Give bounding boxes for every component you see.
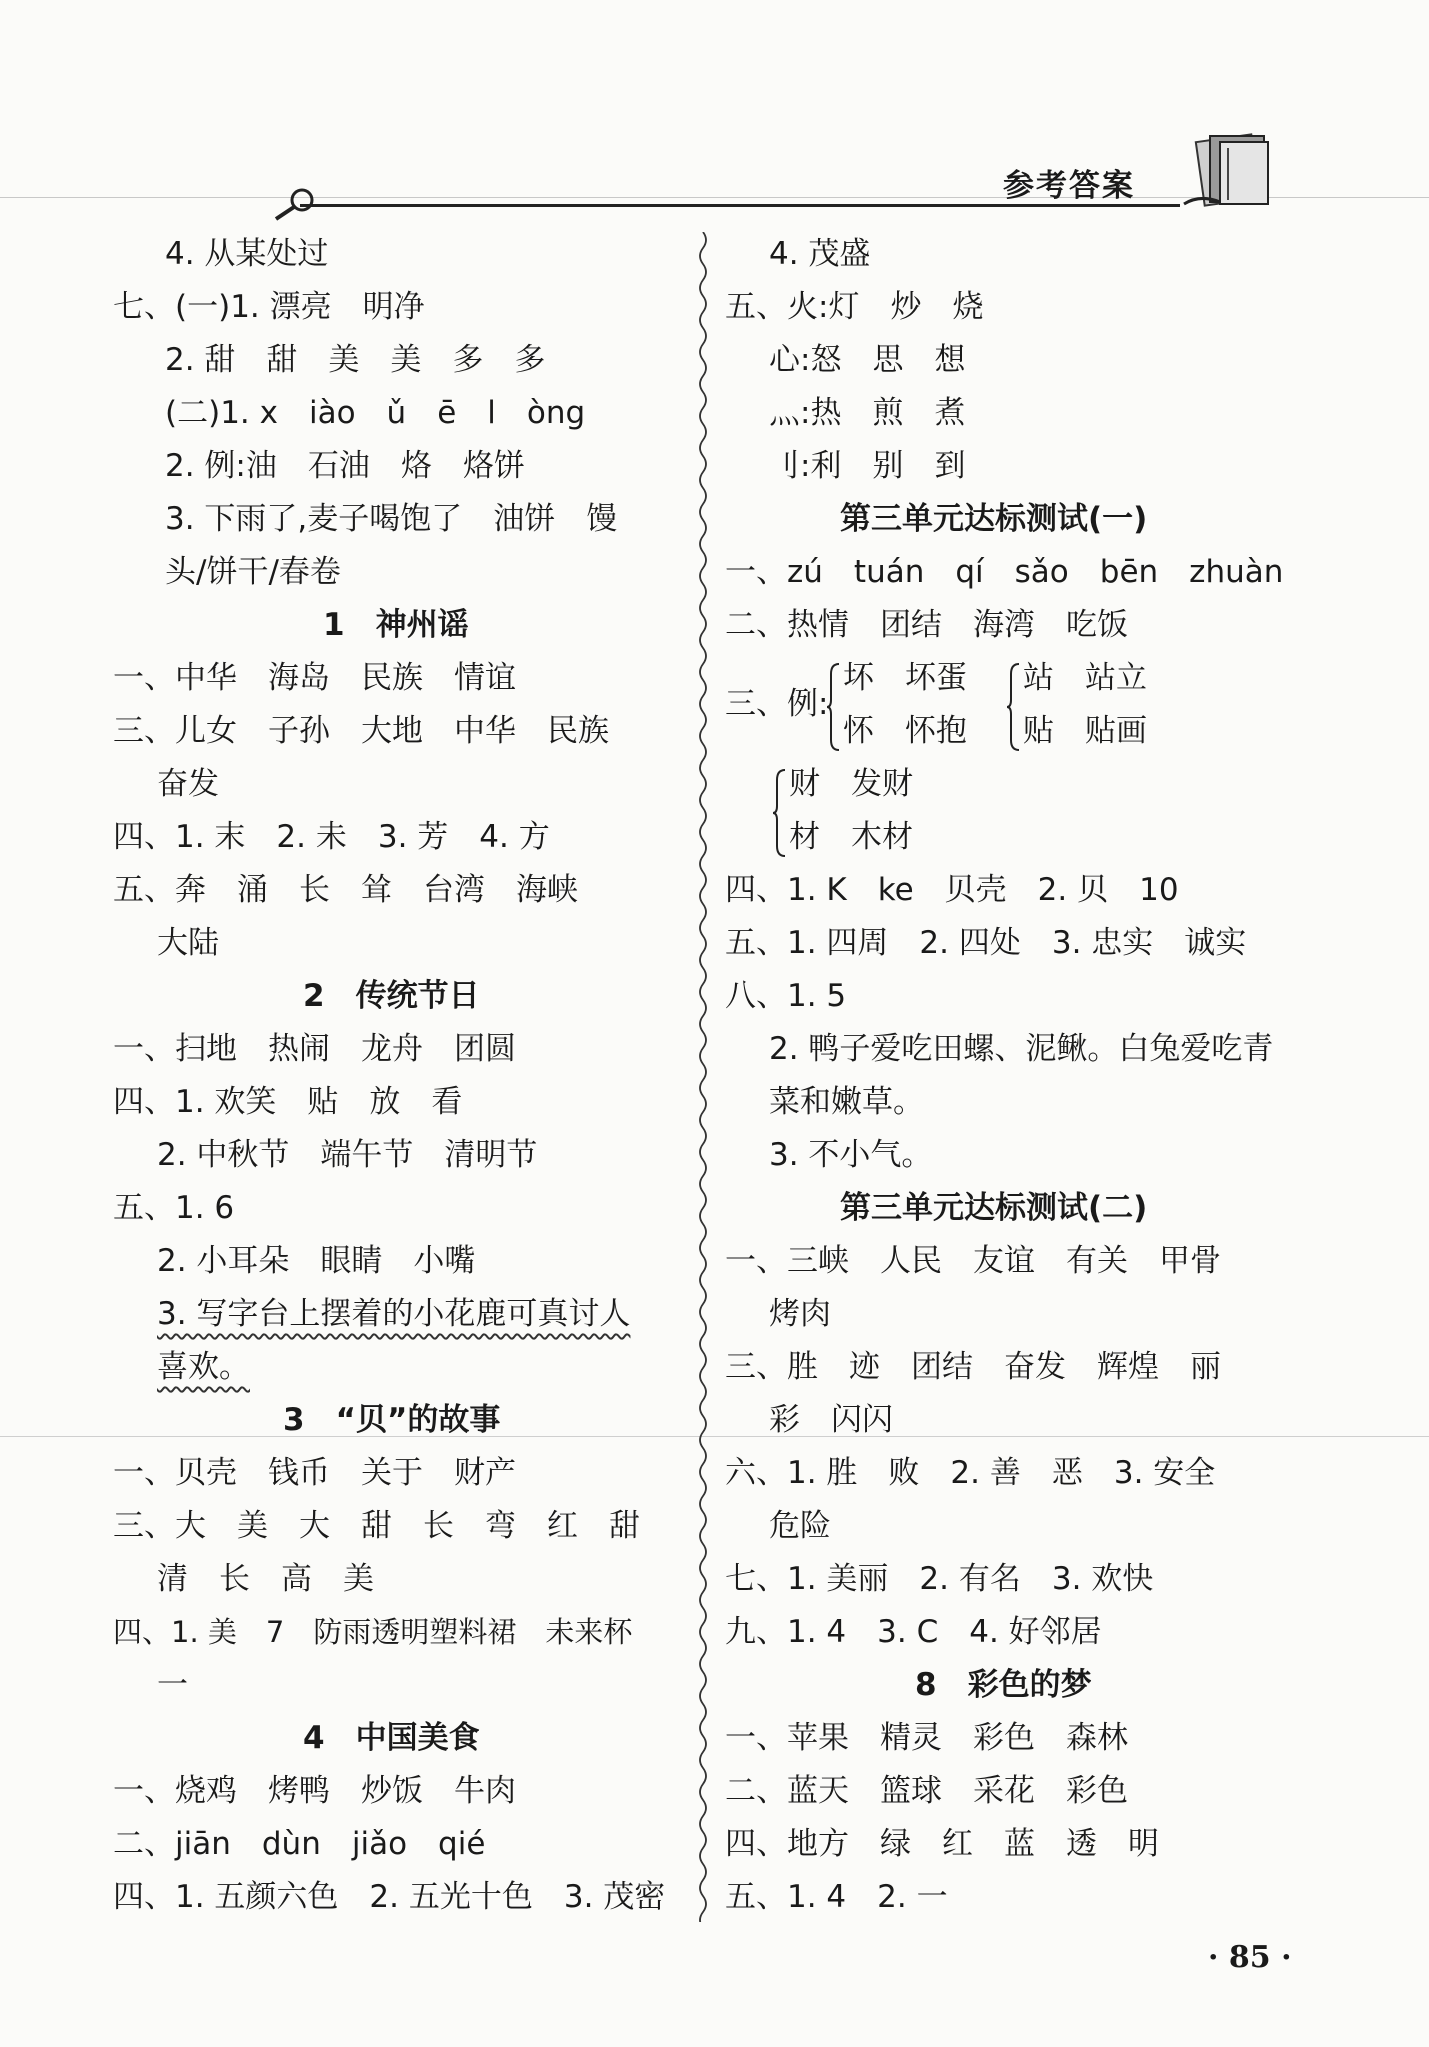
answer-line: 贴 贴画 — [1023, 713, 1147, 749]
answer-line: 三、胜 迹 团结 奋发 辉煌 丽 — [725, 1349, 1221, 1385]
answer-line: 心:怒 思 想 — [769, 342, 966, 378]
answer-line: 三、大 美 大 甜 长 弯 红 甜 — [113, 1508, 640, 1544]
header-title: 参考答案 — [1003, 168, 1135, 204]
answer-line: 五、1. 4 2. 一 — [725, 1879, 948, 1915]
answer-line: 3. 不小气。 — [769, 1137, 933, 1173]
answer-line: 五、1. 6 — [113, 1190, 235, 1226]
section-title: 2 传统节日 — [303, 978, 480, 1014]
answer-line: 一、三峡 人民 友谊 有关 甲骨 — [725, 1243, 1221, 1279]
answer-line: 一、烧鸡 烤鸭 炒饭 牛肉 — [113, 1773, 516, 1809]
answer-line: 菜和嫩草。 — [769, 1084, 924, 1120]
section-title: 3 “贝”的故事 — [283, 1402, 501, 1438]
answer-line: 怀 怀抱 — [843, 713, 967, 749]
answer-line: 二、jiān dùn jiǎo qié — [113, 1826, 486, 1862]
section-title: 4 中国美食 — [303, 1720, 480, 1756]
answer-line: (二)1. x iào ǔ ē l òng — [165, 395, 586, 431]
answer-line: 八、1. 5 — [725, 978, 847, 1014]
left-column — [113, 228, 693, 1924]
brace-icon — [773, 768, 787, 858]
answer-line: 五、奔 涌 长 耸 台湾 海峡 — [113, 872, 578, 908]
answer-line: 一、扫地 热闹 龙舟 团圆 — [113, 1031, 516, 1067]
answer-line: 2. 中秋节 端午节 清明节 — [157, 1137, 538, 1173]
answer-line: 九、1. 4 3. C 4. 好邻居 — [725, 1614, 1102, 1650]
answer-line: 头/饼干/春卷 — [165, 554, 341, 590]
answer-line: 一、贝壳 钱币 关于 财产 — [113, 1455, 516, 1491]
answer-line: 2. 甜 甜 美 美 多 多 — [165, 342, 546, 378]
answer-line: 清 长 高 美 — [157, 1561, 374, 1597]
answer-line: 2. 例:油 石油 烙 烙饼 — [165, 448, 525, 484]
answer-line: 二、热情 团结 海湾 吃饭 — [725, 607, 1128, 643]
magnifier-icon — [272, 186, 316, 222]
underlined-answer: 喜欢。 — [157, 1349, 250, 1385]
section-title: 8 彩色的梦 — [915, 1667, 1092, 1703]
answer-line: 四、1. 美 7 防雨透明塑料裙 未来杯 — [113, 1615, 633, 1649]
answer-line: 一、zú tuán qí sǎo bēn zhuàn — [725, 554, 1284, 590]
answer-line: 六、1. 胜 败 2. 善 恶 3. 安全 — [725, 1455, 1216, 1491]
answer-line: 奋发 — [157, 766, 219, 802]
page-number: · 85 · — [1208, 1940, 1292, 1975]
answer-line: 刂:利 别 到 — [769, 448, 966, 484]
answer-line: 4. 从某处过 — [165, 236, 329, 272]
section-title: 第三单元达标测试(二) — [840, 1190, 1148, 1226]
answer-line: 五、1. 四周 2. 四处 3. 忠实 诚实 — [725, 925, 1247, 961]
answer-line: 七、(一)1. 漂亮 明净 — [113, 289, 425, 325]
section-title: 第三单元达标测试(一) — [840, 501, 1148, 537]
answer-line: 3. 下雨了,麦子喝饱了 油饼 馒 — [165, 501, 618, 537]
answer-label: 三、例: — [725, 686, 829, 722]
answer-line: 2. 鸭子爱吃田螺、泥鳅。白兔爱吃青 — [769, 1031, 1274, 1067]
answer-line: 烤肉 — [769, 1296, 831, 1332]
answer-line: 二、蓝天 篮球 采花 彩色 — [725, 1773, 1128, 1809]
answer-line: 一 — [157, 1667, 188, 1703]
answer-line: 2. 小耳朵 眼睛 小嘴 — [157, 1243, 476, 1279]
answer-line: 财 发财 — [789, 766, 913, 802]
answer-line: 四、地方 绿 红 蓝 透 明 — [725, 1826, 1159, 1862]
answer-line: 一、中华 海岛 民族 情谊 — [113, 660, 516, 696]
answer-line: 坏 坏蛋 — [843, 660, 967, 696]
answer-line — [113, 1341, 693, 1394]
answer-line: 危险 — [769, 1508, 831, 1544]
answer-group-brackets — [725, 758, 1365, 864]
answer-line: 材 木材 — [789, 819, 913, 855]
brace-icon — [1007, 662, 1021, 752]
underlined-answer: 3. 写字台上摆着的小花鹿可真讨人 — [157, 1296, 631, 1332]
column-divider — [696, 232, 710, 1922]
answer-line: 大陆 — [157, 925, 219, 961]
answer-line: 4. 茂盛 — [769, 236, 871, 272]
brace-icon — [827, 662, 841, 752]
right-column — [725, 228, 1365, 1924]
answer-line: 五、火:灯 炒 烧 — [725, 289, 984, 325]
answer-line — [113, 1288, 693, 1341]
answer-line: 灬:热 煎 煮 — [769, 395, 966, 431]
section-title: 1 神州谣 — [323, 607, 469, 643]
answer-line: 四、1. 欢笑 贴 放 看 — [113, 1084, 463, 1120]
answer-line: 彩 闪闪 — [769, 1402, 893, 1438]
answer-line: 四、1. 末 2. 未 3. 芳 4. 方 — [113, 819, 550, 855]
answer-line: 四、1. 五颜六色 2. 五光十色 3. 茂密 — [113, 1879, 666, 1915]
answer-line: 七、1. 美丽 2. 有名 3. 欢快 — [725, 1561, 1154, 1597]
answer-line: 站 站立 — [1023, 660, 1147, 696]
answer-line: 三、儿女 子孙 大地 中华 民族 — [113, 713, 609, 749]
answer-line: 四、1. K ke 贝壳 2. 贝 10 — [725, 872, 1179, 908]
answer-line: 一、苹果 精灵 彩色 森林 — [725, 1720, 1128, 1756]
books-icon — [1180, 128, 1280, 210]
answer-group-brackets — [725, 652, 1365, 758]
